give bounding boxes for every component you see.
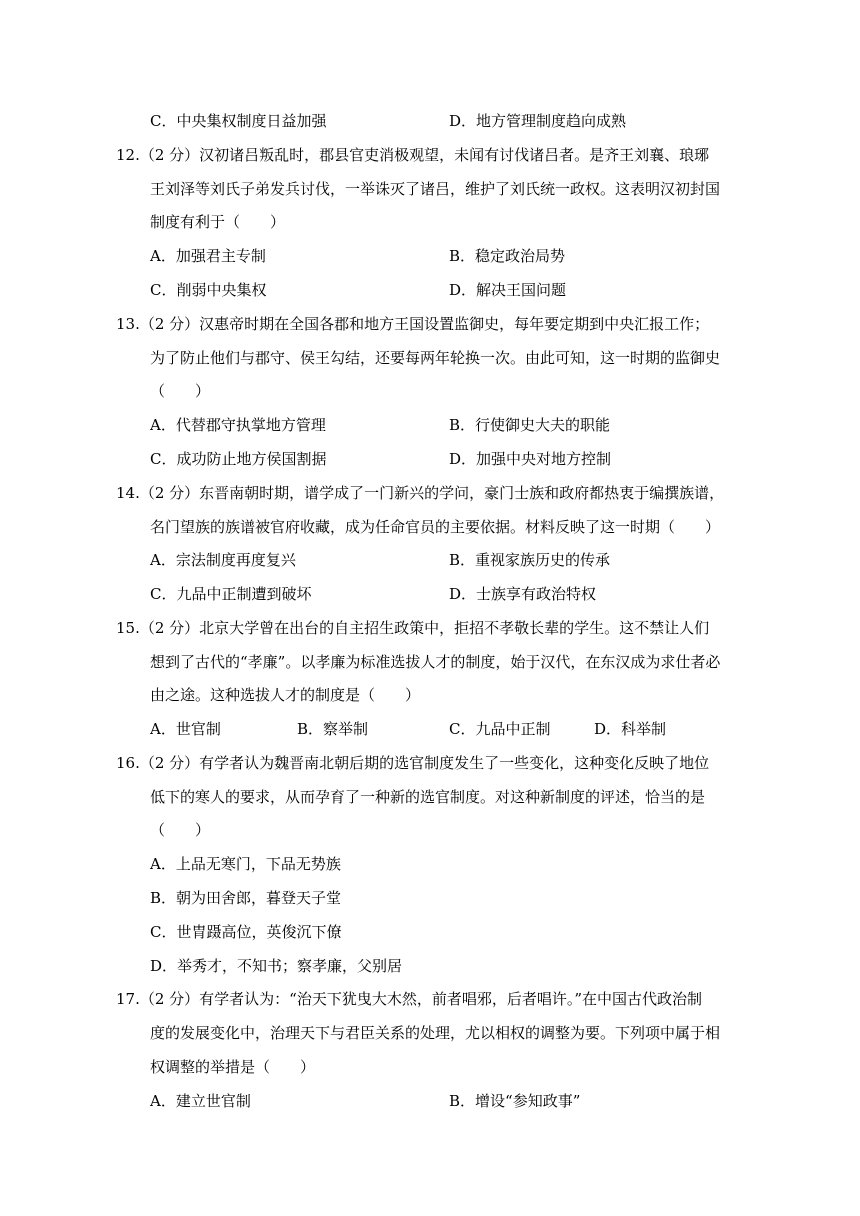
q12-option-a: A．加强君主专制 (150, 247, 266, 265)
q14-option-b: B．重视家族历史的传承 (449, 551, 611, 569)
q13-option-b: B．行使御史大夫的职能 (449, 416, 611, 434)
q17-option-b: B．增设“参知政事” (449, 1092, 581, 1110)
q13-stem-line2: 为了防止他们与郡守、侯王勾结，还要每两年轮换一次。由此可知，这一时期的监御史 (150, 349, 721, 367)
q12-option-b: B．稳定政治局势 (449, 247, 566, 265)
q15-option-b: B．察举制 (297, 720, 369, 738)
q16-option-c: C．世胄蹑高位，英俊沉下僚 (150, 923, 342, 941)
q16-stem-line3: （ ） (150, 821, 211, 839)
q14-option-d: D．士族享有政治特权 (449, 585, 597, 603)
q15-option-a: A．世官制 (150, 720, 221, 738)
q13-stem-line1: 13.（2 分）汉惠帝时期在全国各郡和地方王国设置监御史，每年要定期到中央汇报工作； (116, 315, 710, 333)
q11-option-d: D．地方管理制度趋向成熟 (449, 112, 627, 130)
q13-option-c: C．成功防止地方侯国割据 (150, 450, 327, 468)
q12-option-d: D．解决王国问题 (449, 281, 567, 299)
q12-stem-line1: 12.（2 分）汉初诸吕叛乱时，郡县官吏消极观望，未闻有讨伐诸吕者。是齐王刘襄、琅琊 (116, 146, 710, 164)
q11-option-c: C．中央集权制度日益加强 (150, 112, 327, 130)
q13-option-a: A．代替郡守执掌地方管理 (150, 416, 326, 434)
q17-stem-line1: 17.（2 分）有学者认为：“治天下犹曳大木然，前者唱邪，后者唱许。”在中国古代政治制 (116, 990, 703, 1008)
q16-stem-line2: 低下的寒人的要求，从而孕育了一种新的选官制度。对这种新制度的评述，恰当的是 (150, 788, 706, 806)
q16-stem-line1: 16.（2 分）有学者认为魏晋南北朝后期的选官制度发生了一些变化，这种变化反映了地位 (116, 754, 710, 772)
q14-stem-line2: 名门望族的族谱被官府收藏，成为任命官员的主要依据。材料反映了这一时期（ ） (150, 518, 721, 536)
q17-option-a: A．建立世官制 (150, 1092, 251, 1110)
q17-stem-line2: 度的发展变化中，治理天下与君臣关系的处理，尤以相权的调整为要。下列项中属于相 (150, 1024, 721, 1042)
q14-option-c: C．九品中正制遭到破坏 (150, 585, 312, 603)
q13-stem-line3: （ ） (150, 382, 211, 400)
q16-option-b: B．朝为田舍郎，暮登天子堂 (150, 889, 342, 907)
q12-stem-line3: 制度有利于（ ） (150, 213, 286, 231)
q12-option-c: C．削弱中央集权 (150, 281, 267, 299)
q14-stem-line1: 14.（2 分）东晋南朝时期，谱学成了一门新兴的学问，豪门士族和政府都热衷于编撰族谱， (116, 484, 725, 502)
q17-stem-line3: 权调整的举措是（ ） (150, 1058, 316, 1076)
q16-option-d: D．举秀才，不知书；察孝廉，父别居 (150, 957, 403, 975)
q15-stem-line3: 由之途。这种选拔人才的制度是（ ） (150, 686, 421, 704)
q16-option-a: A．上品无寒门，下品无势族 (150, 855, 341, 873)
q15-stem-line1: 15.（2 分）北京大学曾在出台的自主招生政策中，拒招不孝敬长辈的学生。这不禁让人们 (116, 619, 710, 637)
q14-option-a: A．宗法制度再度复兴 (150, 551, 296, 569)
q15-option-c: C．九品中正制 (449, 720, 551, 738)
q15-stem-line2: 想到了古代的“孝廉”。以孝廉为标准选拔人才的制度，始于汉代，在东汉成为求仕者必 (150, 653, 721, 671)
q13-option-d: D．加强中央对地方控制 (449, 450, 612, 468)
q15-option-d: D．科举制 (594, 720, 667, 738)
q12-stem-line2: 王刘泽等刘氏子弟发兵讨伐，一举诛灭了诸吕，维护了刘氏统一政权。这表明汉初封国 (150, 180, 721, 198)
